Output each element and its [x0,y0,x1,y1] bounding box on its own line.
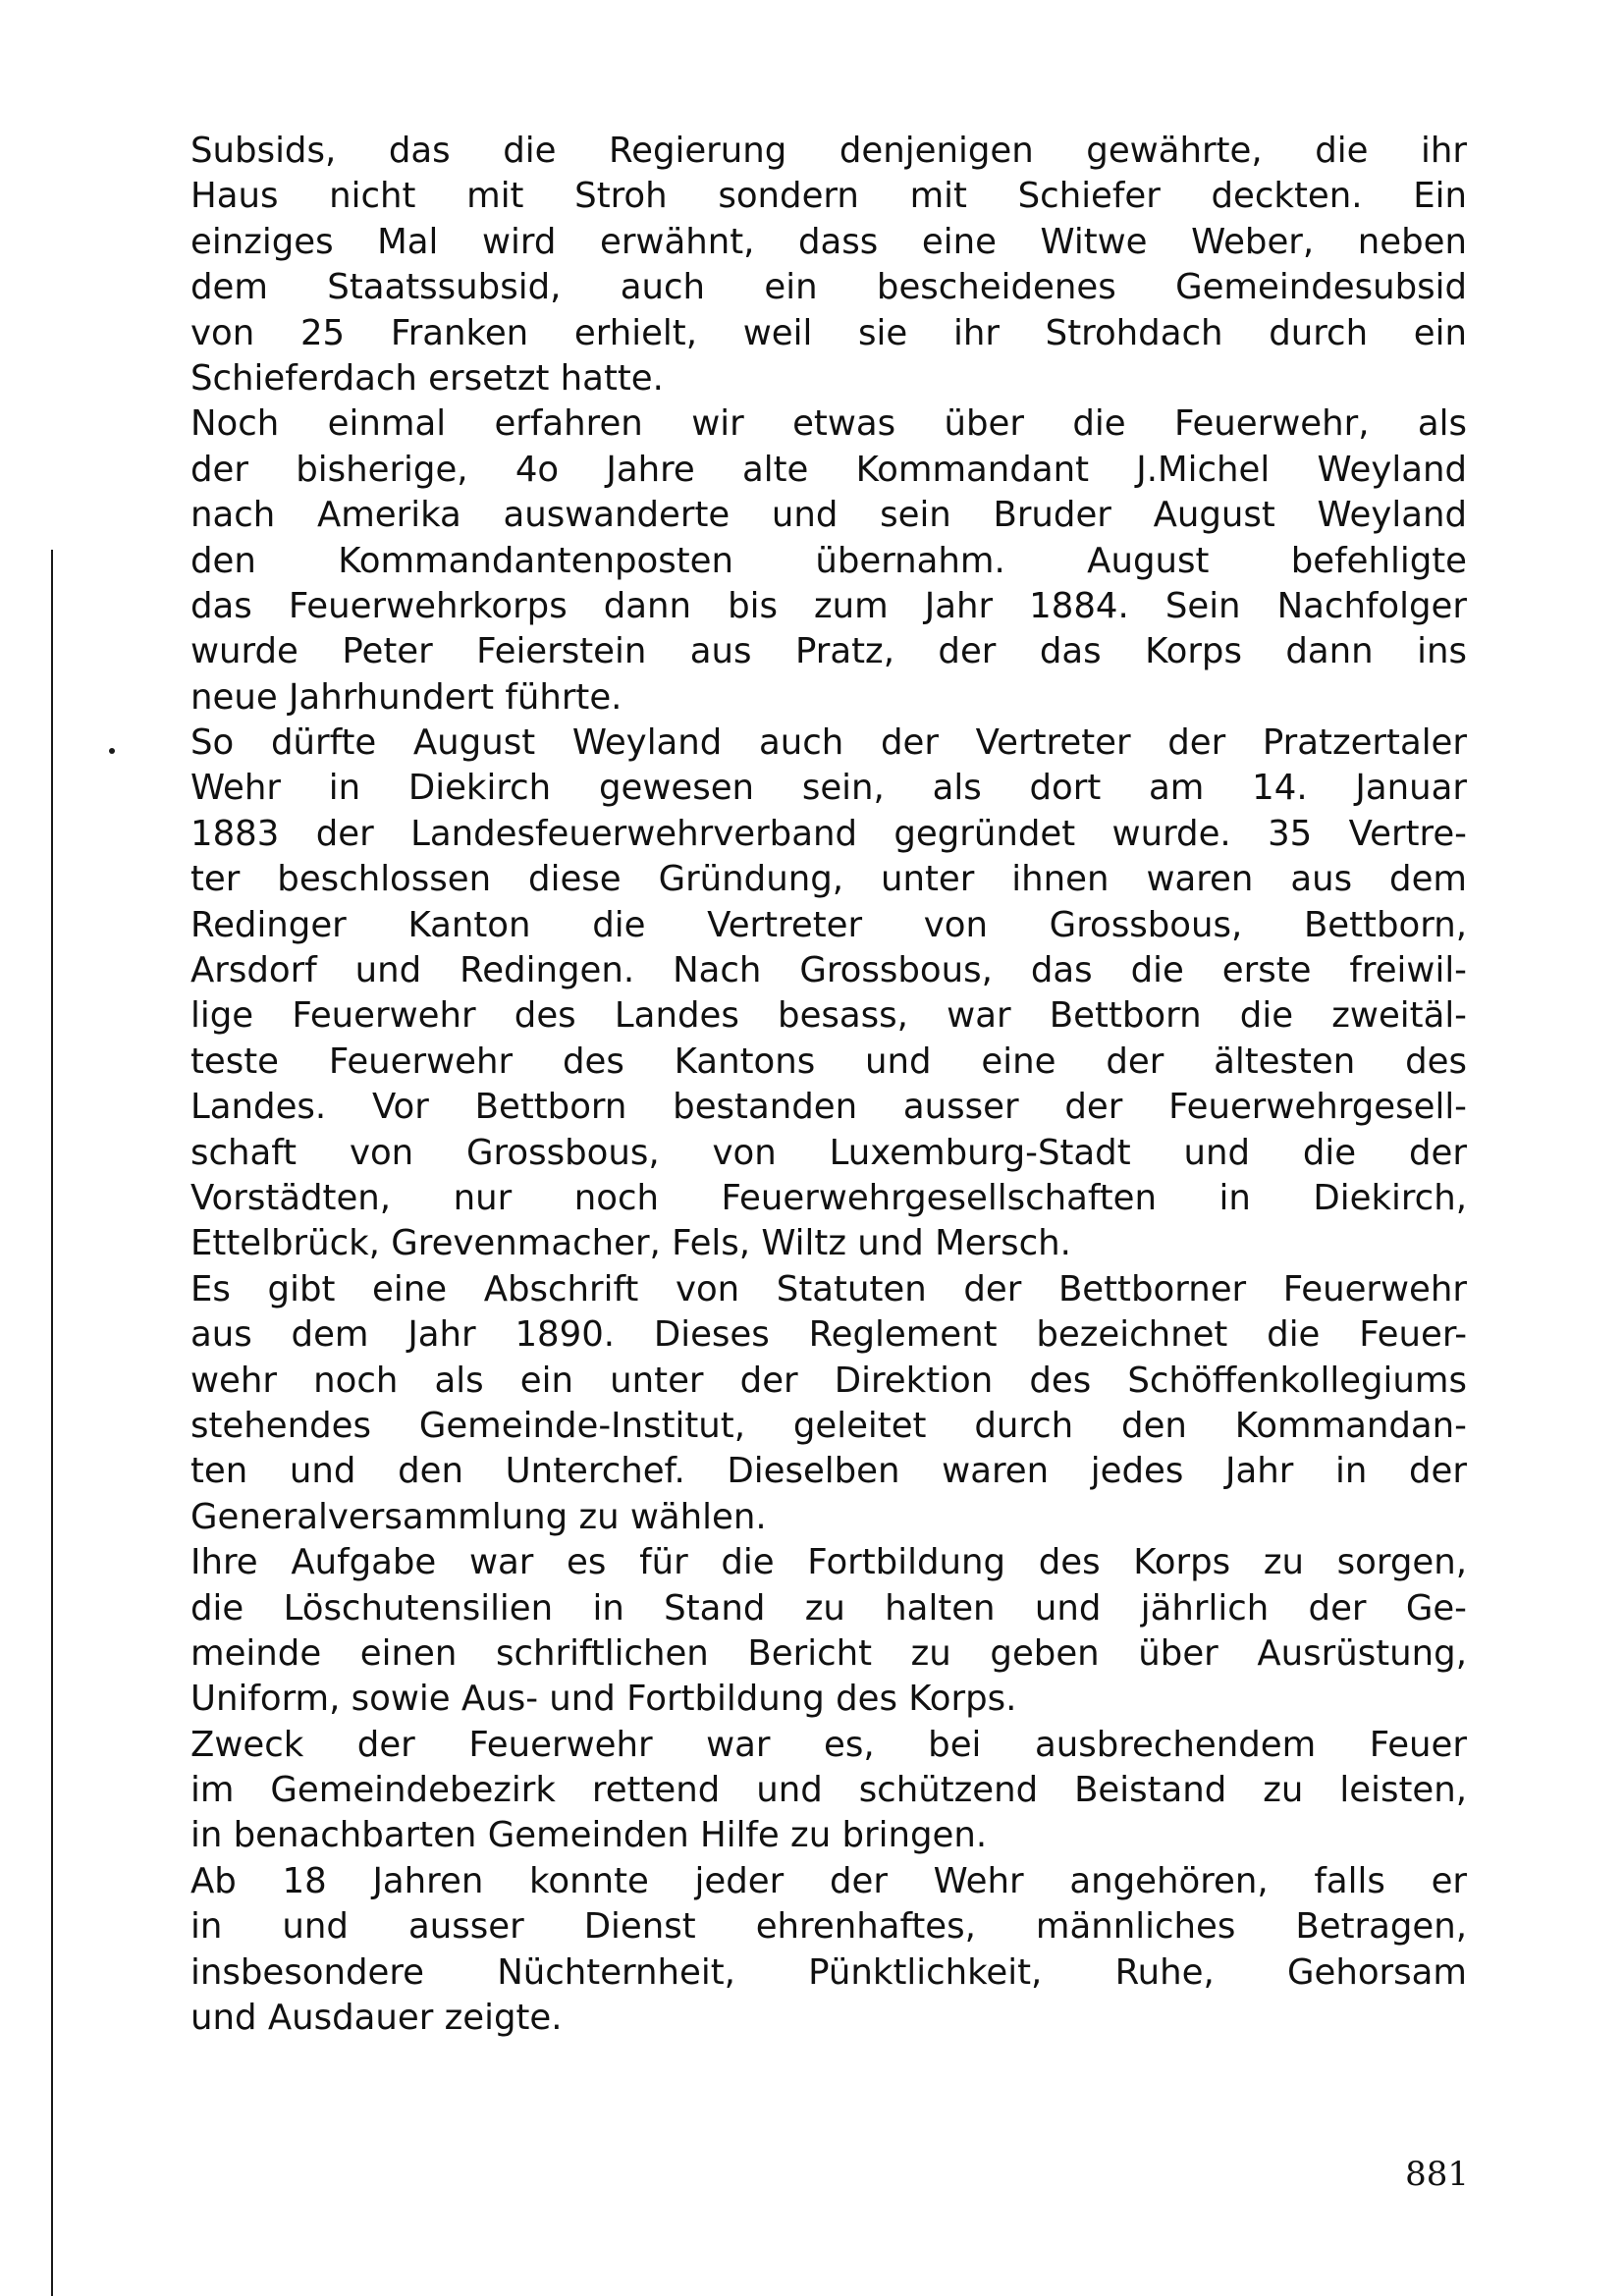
text-line: den Kommandantenposten übernahm. August befehligte [190,540,1467,581]
text-line: 1883 der Landesfeuerwehrverband gegründet wurde. 35 Vertre- [190,813,1467,854]
text-line: wehr noch als ein unter der Direktion des Schöffenkollegiums [190,1360,1467,1401]
text-line: stehendes Gemeinde-Institut, geleitet durch den Kommandan- [190,1405,1467,1446]
text-line: Haus nicht mit Stroh sondern mit Schiefer deckten. Ein [190,176,1467,217]
text-line: Schieferdach ersetzt hatte. [190,357,664,399]
body-text [190,129,1467,2041]
text-line: So dürfte August Weyland auch der Vertreter der Pratzertaler [190,722,1467,764]
text-line: Vorstädten, nur noch Feuerwehrgesellschaften in Diekirch, [190,1177,1467,1218]
page-number: 881 [1405,2155,1469,2194]
text-line: teste Feuerwehr des Kantons und eine der ältesten des [190,1041,1467,1082]
text-line: ten und den Unterchef. Dieselben waren jedes Jahr in der [190,1451,1467,1492]
paragraph-1 [190,129,1467,401]
text-line: lige Feuerwehr des Landes besass, war Bettborn die zweitäl- [190,995,1467,1037]
text-line: Wehr in Diekirch gewesen sein, als dort am 14. Januar [190,768,1467,809]
text-line: Uniform, sowie Aus- und Fortbildung des Korps. [190,1679,1017,1720]
text-line: Zweck der Feuerwehr war es, bei ausbrechendem Feuer [190,1724,1467,1765]
text-line: insbesondere Nüchternheit, Pünktlichkeit, Ruhe, Gehorsam [190,1951,1467,1993]
text-line: das Feuerwehrkorps dann bis zum Jahr 1884. Sein Nachfolger [190,585,1467,626]
text-line: Ettelbrück, Grevenmacher, Fels, Wiltz und Mersch. [190,1223,1071,1264]
text-line: einziges Mal wird erwähnt, dass eine Witwe Weber, neben [190,221,1467,262]
text-line: dem Staatssubsid, auch ein bescheidenes Gemeindesubsid [190,267,1467,308]
stray-mark [109,748,115,754]
text-line: in und ausser Dienst ehrenhaftes, männliches Betragen, [190,1906,1467,1948]
text-line: Arsdorf und Redingen. Nach Grossbous, das die erste freiwil- [190,950,1467,991]
text-line: die Löschutensilien in Stand zu halten und jährlich der Ge- [190,1587,1467,1629]
text-line: neue Jahrhundert führte. [190,676,623,718]
text-line: wurde Peter Feierstein aus Pratz, der das Korps dann ins [190,631,1467,672]
text-line: Noch einmal erfahren wir etwas über die Feuerwehr, als [190,403,1467,445]
paragraph-3 [190,721,1467,1267]
paragraph-5 [190,1540,1467,1723]
text-line: Es gibt eine Abschrift von Statuten der Bettborner Feuerwehr [190,1268,1467,1309]
text-line: im Gemeindebezirk rettend und schützend Beistand zu leisten, [190,1770,1467,1811]
paragraph-7 [190,1859,1467,2042]
text-line: nach Amerika auswanderte und sein Bruder August Weyland [190,495,1467,536]
text-line: in benachbarten Gemeinden Hilfe zu bringen. [190,1815,988,1856]
paragraph-4 [190,1267,1467,1540]
text-line: Landes. Vor Bettborn bestanden ausser der Feuerwehrgesell- [190,1087,1467,1128]
text-line: meinde einen schriftlichen Bericht zu geben über Ausrüstung, [190,1632,1467,1674]
text-line: und Ausdauer zeigte. [190,1998,563,2039]
text-line: ter beschlossen diese Gründung, unter ihnen waren aus dem [190,859,1467,900]
text-line: Generalversammlung zu wählen. [190,1496,767,1537]
text-line: Ab 18 Jahren konnte jeder der Wehr angehören, falls er [190,1860,1467,1901]
paragraph-6 [190,1723,1467,1859]
text-line: aus dem Jahr 1890. Dieses Reglement bezeichnet die Feuer- [190,1314,1467,1356]
text-line: Ihre Aufgabe war es für die Fortbildung des Korps zu sorgen, [190,1542,1467,1583]
text-line: Subsids, das die Regierung denjenigen gewährte, die ihr [190,131,1467,171]
text-line: von 25 Franken erhielt, weil sie ihr Strohdach durch ein [190,312,1467,353]
text-line: der bisherige, 4o Jahre alte Kommandant J.Michel Weyland [190,449,1467,490]
text-line: Redinger Kanton die Vertreter von Grossbous, Bettborn, [190,904,1467,945]
paragraph-2 [190,401,1467,721]
text-line: schaft von Grossbous, von Luxemburg-Stadt und die der [190,1132,1467,1173]
page-edge-line [51,550,53,2296]
